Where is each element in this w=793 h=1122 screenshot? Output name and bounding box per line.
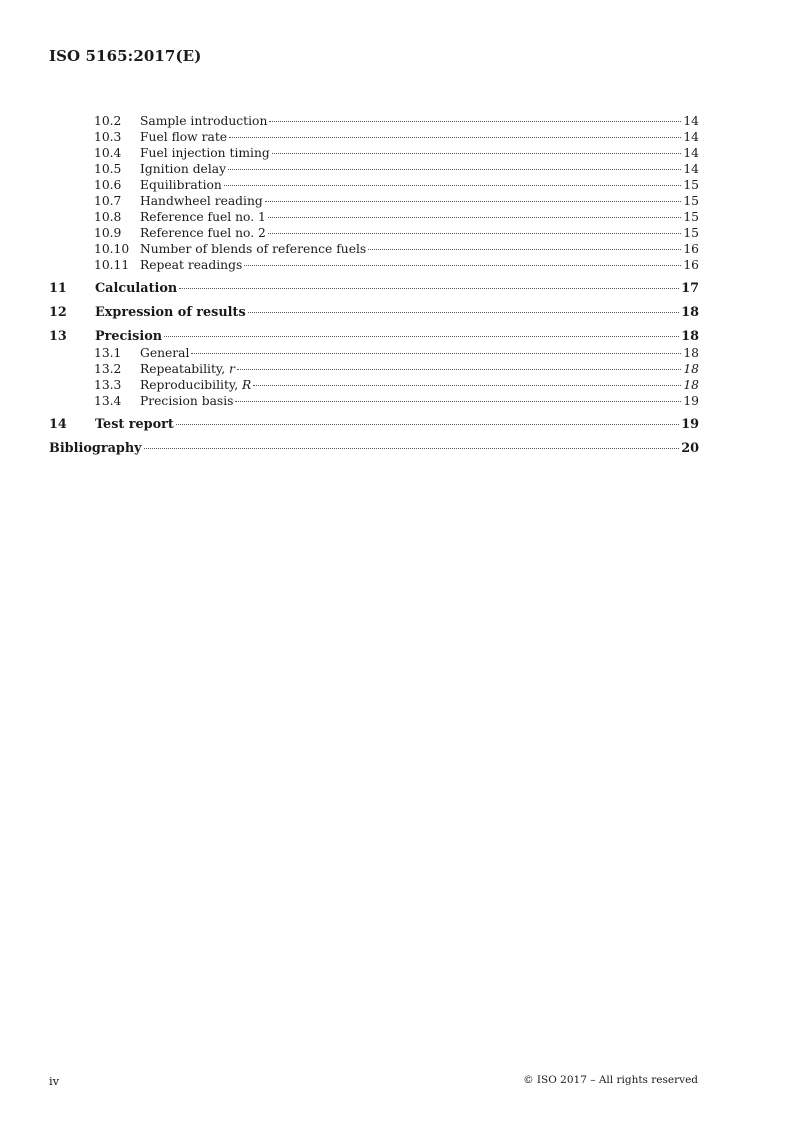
toc-entry[interactable] bbox=[49, 257, 699, 273]
toc-title-text: Reproducibility, bbox=[140, 378, 243, 392]
toc-page: 19 bbox=[681, 417, 699, 432]
toc-page: 20 bbox=[681, 441, 699, 456]
toc-entry-clause[interactable] bbox=[49, 329, 699, 345]
page-number: iv bbox=[49, 1074, 60, 1088]
toc-number: 10.8 bbox=[94, 210, 122, 224]
toc-leader bbox=[253, 385, 681, 386]
document-id: ISO 5165:2017(E) bbox=[49, 47, 202, 65]
toc-title-symbol: r bbox=[229, 362, 235, 376]
toc-page: 17 bbox=[681, 281, 699, 296]
copyright-notice: © ISO 2017 – All rights reserved bbox=[523, 1074, 698, 1086]
toc-entry[interactable] bbox=[49, 377, 699, 393]
toc-title: Equilibration bbox=[140, 178, 222, 192]
toc-leader bbox=[237, 369, 681, 370]
toc-number: 10.2 bbox=[94, 114, 122, 128]
toc-page: 18 bbox=[683, 378, 699, 392]
toc-entry[interactable] bbox=[49, 345, 699, 361]
toc-number: 10.3 bbox=[94, 130, 122, 144]
toc-page: 19 bbox=[683, 394, 699, 408]
toc-title: Expression of results bbox=[95, 305, 246, 320]
toc-number: 10.6 bbox=[94, 178, 122, 192]
toc-title: Sample introduction bbox=[140, 114, 268, 128]
toc-leader bbox=[228, 169, 681, 170]
toc-leader bbox=[224, 185, 681, 186]
toc-leader bbox=[272, 153, 682, 154]
toc-entry[interactable] bbox=[49, 241, 699, 257]
toc-leader bbox=[265, 201, 682, 202]
toc-leader bbox=[269, 121, 681, 122]
toc-leader bbox=[268, 233, 681, 234]
toc-entry[interactable] bbox=[49, 113, 699, 129]
toc-leader bbox=[176, 424, 679, 425]
toc-leader bbox=[191, 353, 681, 354]
toc-page: 14 bbox=[683, 114, 699, 128]
toc-entry[interactable] bbox=[49, 193, 699, 209]
toc-entry[interactable] bbox=[49, 393, 699, 409]
toc-page: 15 bbox=[683, 226, 699, 240]
toc-leader bbox=[248, 312, 680, 313]
toc-title bbox=[140, 361, 235, 377]
toc-title: Precision basis bbox=[140, 394, 234, 408]
toc-leader bbox=[244, 265, 681, 266]
toc-leader bbox=[368, 249, 681, 250]
toc-page: 15 bbox=[683, 210, 699, 224]
toc-title: General bbox=[140, 346, 190, 360]
toc-page: 18 bbox=[683, 346, 699, 360]
toc-title: Repeat readings bbox=[140, 258, 243, 272]
table-of-contents bbox=[49, 113, 699, 457]
toc-title-text: Repeatability, bbox=[140, 362, 230, 376]
toc-title: Fuel flow rate bbox=[140, 130, 228, 144]
toc-page: 18 bbox=[681, 305, 699, 320]
toc-title: Reference fuel no. 2 bbox=[140, 226, 266, 240]
toc-entry-clause[interactable] bbox=[49, 305, 699, 321]
toc-title bbox=[140, 377, 251, 393]
toc-number: 10.7 bbox=[94, 194, 122, 208]
toc-title: Ignition delay bbox=[140, 162, 227, 176]
toc-leader bbox=[268, 217, 681, 218]
toc-entry[interactable] bbox=[49, 145, 699, 161]
toc-number: 13.2 bbox=[94, 362, 122, 376]
toc-entry-clause[interactable] bbox=[49, 417, 699, 433]
toc-number: 10.10 bbox=[94, 242, 130, 256]
toc-number: 12 bbox=[49, 305, 67, 320]
toc-number: 13.4 bbox=[94, 394, 122, 408]
toc-leader bbox=[179, 288, 679, 289]
toc-number: 11 bbox=[49, 281, 67, 296]
toc-page: 14 bbox=[683, 162, 699, 176]
toc-page: 18 bbox=[681, 329, 699, 344]
toc-title: Test report bbox=[95, 417, 174, 432]
toc-number: 13.1 bbox=[94, 346, 122, 360]
toc-number: 10.4 bbox=[94, 146, 122, 160]
toc-entry[interactable] bbox=[49, 129, 699, 145]
toc-leader bbox=[144, 448, 680, 449]
toc-entry[interactable] bbox=[49, 177, 699, 193]
toc-leader bbox=[235, 401, 681, 402]
toc-number: 10.9 bbox=[94, 226, 122, 240]
toc-number: 10.5 bbox=[94, 162, 122, 176]
toc-page: 15 bbox=[683, 194, 699, 208]
toc-title: Reference fuel no. 1 bbox=[140, 210, 266, 224]
toc-title: Calculation bbox=[95, 281, 178, 296]
toc-entry[interactable] bbox=[49, 209, 699, 225]
toc-title: Number of blends of reference fuels bbox=[140, 242, 367, 256]
toc-entry[interactable] bbox=[49, 225, 699, 241]
toc-page: 14 bbox=[683, 146, 699, 160]
toc-leader bbox=[164, 336, 679, 337]
toc-number: 13 bbox=[49, 329, 67, 344]
toc-number: 13.3 bbox=[94, 378, 122, 392]
toc-page: 15 bbox=[683, 178, 699, 192]
toc-entry[interactable] bbox=[49, 361, 699, 377]
toc-page: 16 bbox=[683, 242, 699, 256]
toc-page: 18 bbox=[683, 362, 699, 376]
toc-title-symbol: R bbox=[242, 378, 252, 392]
toc-number: 14 bbox=[49, 417, 67, 432]
toc-leader bbox=[229, 137, 681, 138]
toc-page: 14 bbox=[683, 130, 699, 144]
toc-title: Precision bbox=[95, 329, 163, 344]
toc-entry-bibliography[interactable] bbox=[49, 441, 699, 457]
toc-entry[interactable] bbox=[49, 161, 699, 177]
toc-entry-clause[interactable] bbox=[49, 281, 699, 297]
toc-page: 16 bbox=[683, 258, 699, 272]
toc-title: Handwheel reading bbox=[140, 194, 263, 208]
toc-number: 10.11 bbox=[94, 258, 130, 272]
toc-title: Bibliography bbox=[49, 441, 142, 456]
toc-title: Fuel injection timing bbox=[140, 146, 270, 160]
